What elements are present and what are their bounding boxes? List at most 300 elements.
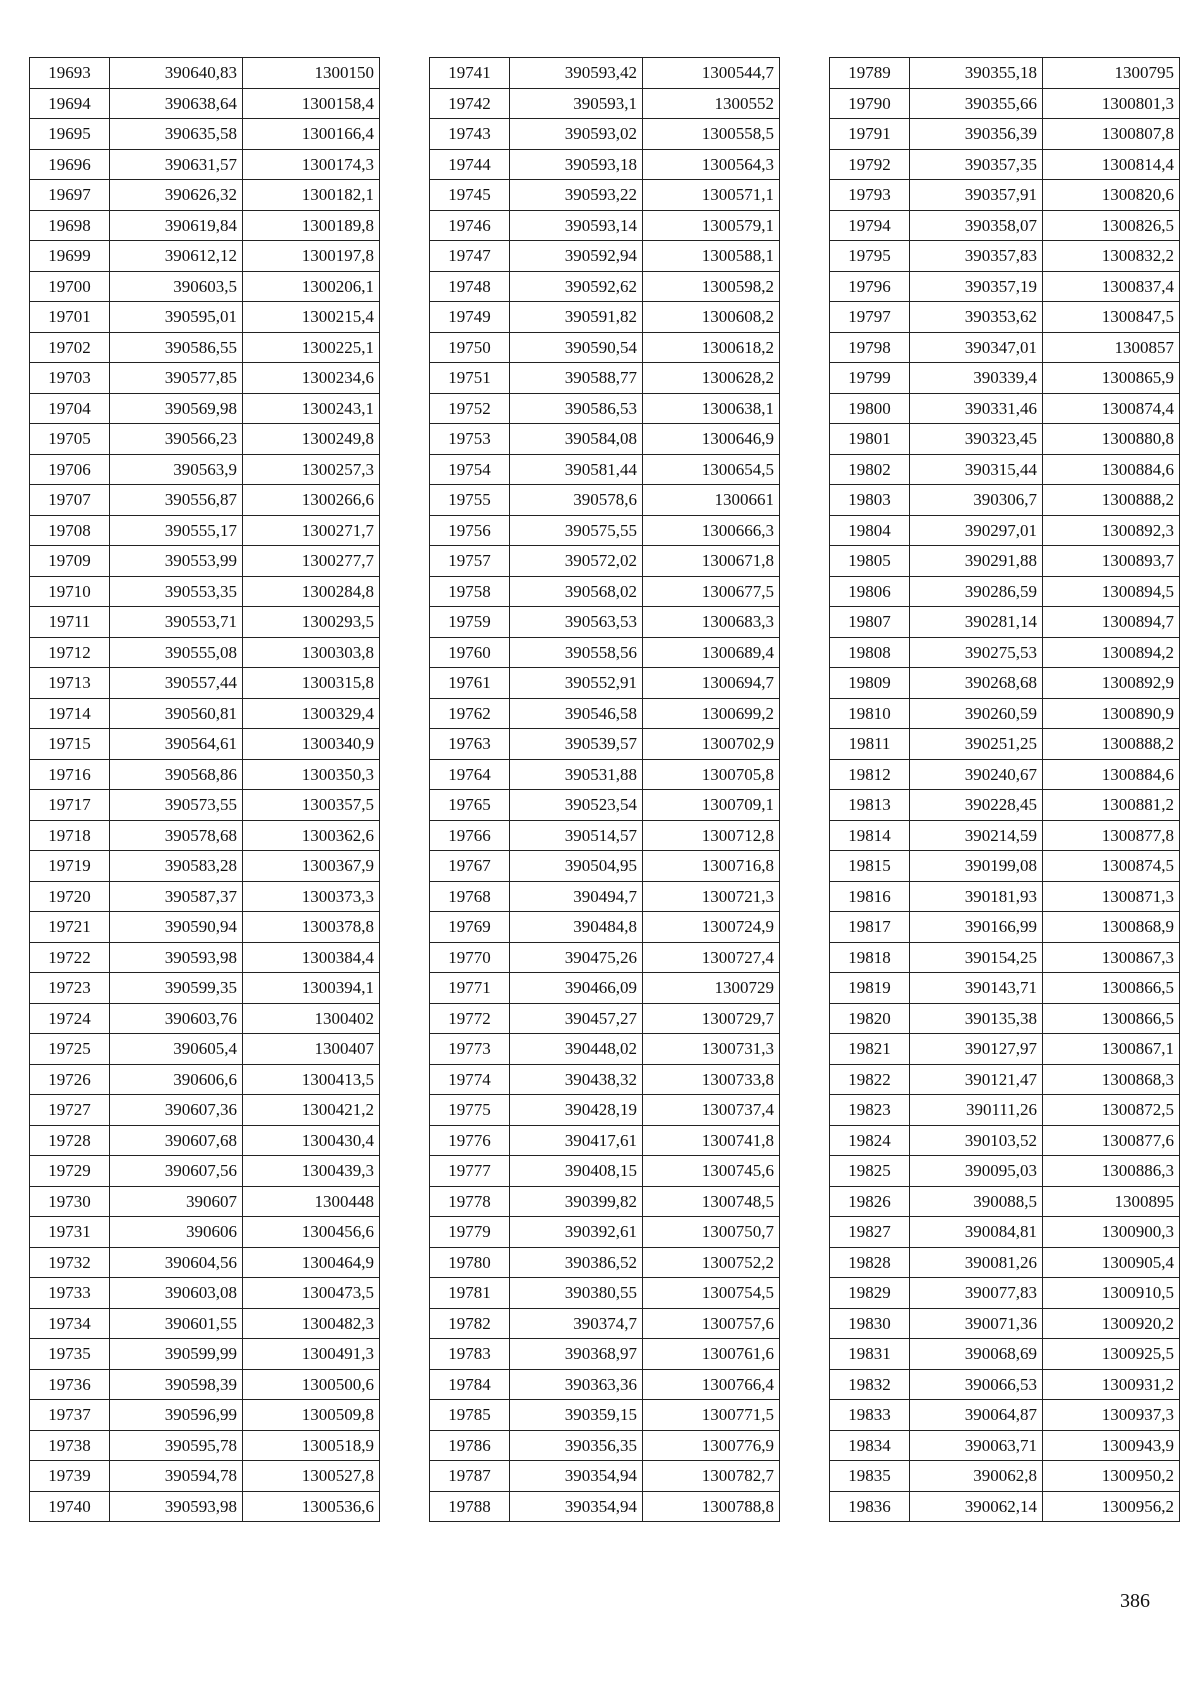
y-coordinate-cell: 1300705,8 (643, 759, 780, 790)
y-coordinate-cell: 1300847,5 (1043, 302, 1180, 333)
point-id-cell: 19782 (430, 1308, 510, 1339)
x-coordinate-cell: 390599,35 (110, 973, 243, 1004)
point-id-cell: 19696 (30, 149, 110, 180)
y-coordinate-cell: 1300895 (1043, 1186, 1180, 1217)
table-row (430, 1430, 780, 1461)
point-id-cell: 19824 (830, 1125, 910, 1156)
table-row (830, 912, 1180, 943)
table-row (30, 180, 380, 211)
y-coordinate-cell: 1300910,5 (1043, 1278, 1180, 1309)
x-coordinate-cell: 390077,83 (910, 1278, 1043, 1309)
x-coordinate-cell: 390635,58 (110, 119, 243, 150)
point-id-cell: 19695 (30, 119, 110, 150)
y-coordinate-cell: 1300905,4 (1043, 1247, 1180, 1278)
x-coordinate-cell: 390599,99 (110, 1339, 243, 1370)
x-coordinate-cell: 390356,39 (910, 119, 1043, 150)
x-coordinate-cell: 390347,01 (910, 332, 1043, 363)
point-id-cell: 19806 (830, 576, 910, 607)
point-id-cell: 19788 (430, 1491, 510, 1522)
y-coordinate-cell: 1300694,7 (643, 668, 780, 699)
y-coordinate-cell: 1300884,6 (1043, 759, 1180, 790)
x-coordinate-cell: 390363,36 (510, 1369, 643, 1400)
table-row (830, 515, 1180, 546)
x-coordinate-cell: 390063,71 (910, 1430, 1043, 1461)
x-coordinate-cell: 390306,7 (910, 485, 1043, 516)
point-id-cell: 19784 (430, 1369, 510, 1400)
y-coordinate-cell: 1300741,8 (643, 1125, 780, 1156)
table-row (430, 576, 780, 607)
y-coordinate-cell: 1300886,3 (1043, 1156, 1180, 1187)
y-coordinate-cell: 1300826,5 (1043, 210, 1180, 241)
x-coordinate-cell: 390514,57 (510, 820, 643, 851)
point-id-cell: 19743 (430, 119, 510, 150)
x-coordinate-cell: 390557,44 (110, 668, 243, 699)
table-row (430, 729, 780, 760)
y-coordinate-cell: 1300413,5 (243, 1064, 380, 1095)
y-coordinate-cell: 1300225,1 (243, 332, 380, 363)
table-row (830, 363, 1180, 394)
y-coordinate-cell: 1300150 (243, 58, 380, 89)
table-row (430, 1064, 780, 1095)
y-coordinate-cell: 1300748,5 (643, 1186, 780, 1217)
x-coordinate-cell: 390088,5 (910, 1186, 1043, 1217)
point-id-cell: 19770 (430, 942, 510, 973)
x-coordinate-cell: 390546,58 (510, 698, 643, 729)
table-row (30, 119, 380, 150)
point-id-cell: 19706 (30, 454, 110, 485)
point-id-cell: 19831 (830, 1339, 910, 1370)
point-id-cell: 19791 (830, 119, 910, 150)
point-id-cell: 19740 (30, 1491, 110, 1522)
table-row (30, 424, 380, 455)
point-id-cell: 19817 (830, 912, 910, 943)
table-row (430, 698, 780, 729)
y-coordinate-cell: 1300182,1 (243, 180, 380, 211)
table-row (430, 1003, 780, 1034)
table-row (30, 637, 380, 668)
x-coordinate-cell: 390135,38 (910, 1003, 1043, 1034)
table-row (430, 363, 780, 394)
table-row (430, 1369, 780, 1400)
x-coordinate-cell: 390593,18 (510, 149, 643, 180)
point-id-cell: 19734 (30, 1308, 110, 1339)
y-coordinate-cell: 1300491,3 (243, 1339, 380, 1370)
x-coordinate-cell: 390590,54 (510, 332, 643, 363)
table-row (430, 912, 780, 943)
x-coordinate-cell: 390368,97 (510, 1339, 643, 1370)
point-id-cell: 19785 (430, 1400, 510, 1431)
x-coordinate-cell: 390593,22 (510, 180, 643, 211)
coordinate-table-right (829, 57, 1180, 1522)
table-row (30, 393, 380, 424)
table-row (830, 1491, 1180, 1522)
x-coordinate-cell: 390566,23 (110, 424, 243, 455)
y-coordinate-cell: 1300362,6 (243, 820, 380, 851)
y-coordinate-cell: 1300712,8 (643, 820, 780, 851)
point-id-cell: 19702 (30, 332, 110, 363)
point-id-cell: 19733 (30, 1278, 110, 1309)
point-id-cell: 19769 (430, 912, 510, 943)
y-coordinate-cell: 1300518,9 (243, 1430, 380, 1461)
table-row (30, 515, 380, 546)
point-id-cell: 19836 (830, 1491, 910, 1522)
y-coordinate-cell: 1300866,5 (1043, 973, 1180, 1004)
y-coordinate-cell: 1300820,6 (1043, 180, 1180, 211)
point-id-cell: 19778 (430, 1186, 510, 1217)
table-row (830, 851, 1180, 882)
x-coordinate-cell: 390619,84 (110, 210, 243, 241)
point-id-cell: 19808 (830, 637, 910, 668)
point-id-cell: 19711 (30, 607, 110, 638)
x-coordinate-cell: 390359,15 (510, 1400, 643, 1431)
y-coordinate-cell: 1300315,8 (243, 668, 380, 699)
x-coordinate-cell: 390594,78 (110, 1461, 243, 1492)
y-coordinate-cell: 1300166,4 (243, 119, 380, 150)
point-id-cell: 19739 (30, 1461, 110, 1492)
x-coordinate-cell: 390593,14 (510, 210, 643, 241)
y-coordinate-cell: 1300745,6 (643, 1156, 780, 1187)
point-id-cell: 19820 (830, 1003, 910, 1034)
table-row (430, 1278, 780, 1309)
x-coordinate-cell: 390593,02 (510, 119, 643, 150)
y-coordinate-cell: 1300350,3 (243, 759, 380, 790)
table-row (430, 820, 780, 851)
table-row (830, 210, 1180, 241)
point-id-cell: 19761 (430, 668, 510, 699)
table-row (30, 881, 380, 912)
y-coordinate-cell: 1300807,8 (1043, 119, 1180, 150)
table-row (30, 790, 380, 821)
coordinate-table-middle (429, 57, 780, 1522)
x-coordinate-cell: 390121,47 (910, 1064, 1043, 1095)
y-coordinate-cell: 1300544,7 (643, 58, 780, 89)
point-id-cell: 19694 (30, 88, 110, 119)
point-id-cell: 19765 (430, 790, 510, 821)
y-coordinate-cell: 1300752,2 (643, 1247, 780, 1278)
x-coordinate-cell: 390586,53 (510, 393, 643, 424)
point-id-cell: 19828 (830, 1247, 910, 1278)
x-coordinate-cell: 390504,95 (510, 851, 643, 882)
table-row (830, 1003, 1180, 1034)
table-row (30, 302, 380, 333)
y-coordinate-cell: 1300638,1 (643, 393, 780, 424)
x-coordinate-cell: 390631,57 (110, 149, 243, 180)
x-coordinate-cell: 390581,44 (510, 454, 643, 485)
point-id-cell: 19819 (830, 973, 910, 1004)
y-coordinate-cell: 1300654,5 (643, 454, 780, 485)
y-coordinate-cell: 1300865,9 (1043, 363, 1180, 394)
point-id-cell: 19730 (30, 1186, 110, 1217)
table-row (830, 88, 1180, 119)
point-id-cell: 19712 (30, 637, 110, 668)
y-coordinate-cell: 1300430,4 (243, 1125, 380, 1156)
point-id-cell: 19832 (830, 1369, 910, 1400)
point-id-cell: 19718 (30, 820, 110, 851)
y-coordinate-cell: 1300340,9 (243, 729, 380, 760)
point-id-cell: 19701 (30, 302, 110, 333)
table-row (430, 668, 780, 699)
x-coordinate-cell: 390606 (110, 1217, 243, 1248)
point-id-cell: 19732 (30, 1247, 110, 1278)
table-row (30, 759, 380, 790)
table-row (430, 180, 780, 211)
table-row (830, 729, 1180, 760)
y-coordinate-cell: 1300716,8 (643, 851, 780, 882)
y-coordinate-cell: 1300874,4 (1043, 393, 1180, 424)
table-row (830, 820, 1180, 851)
point-id-cell: 19776 (430, 1125, 510, 1156)
table-row (830, 942, 1180, 973)
x-coordinate-cell: 390603,5 (110, 271, 243, 302)
point-id-cell: 19721 (30, 912, 110, 943)
table-row (830, 1217, 1180, 1248)
table-row (430, 1125, 780, 1156)
y-coordinate-cell: 1300500,6 (243, 1369, 380, 1400)
x-coordinate-cell: 390607 (110, 1186, 243, 1217)
x-coordinate-cell: 390588,77 (510, 363, 643, 394)
x-coordinate-cell: 390181,93 (910, 881, 1043, 912)
point-id-cell: 19755 (430, 485, 510, 516)
y-coordinate-cell: 1300727,4 (643, 942, 780, 973)
x-coordinate-cell: 390062,8 (910, 1461, 1043, 1492)
x-coordinate-cell: 390228,45 (910, 790, 1043, 821)
x-coordinate-cell: 390331,46 (910, 393, 1043, 424)
point-id-cell: 19735 (30, 1339, 110, 1370)
x-coordinate-cell: 390578,68 (110, 820, 243, 851)
x-coordinate-cell: 390587,37 (110, 881, 243, 912)
point-id-cell: 19773 (430, 1034, 510, 1065)
point-id-cell: 19719 (30, 851, 110, 882)
x-coordinate-cell: 390564,61 (110, 729, 243, 760)
point-id-cell: 19763 (430, 729, 510, 760)
point-id-cell: 19727 (30, 1095, 110, 1126)
y-coordinate-cell: 1300579,1 (643, 210, 780, 241)
point-id-cell: 19830 (830, 1308, 910, 1339)
table-row (830, 546, 1180, 577)
point-id-cell: 19833 (830, 1400, 910, 1431)
y-coordinate-cell: 1300608,2 (643, 302, 780, 333)
point-id-cell: 19835 (830, 1461, 910, 1492)
y-coordinate-cell: 1300558,5 (643, 119, 780, 150)
point-id-cell: 19799 (830, 363, 910, 394)
y-coordinate-cell: 1300384,4 (243, 942, 380, 973)
table-row (430, 1308, 780, 1339)
y-coordinate-cell: 1300877,6 (1043, 1125, 1180, 1156)
x-coordinate-cell: 390339,4 (910, 363, 1043, 394)
point-id-cell: 19741 (430, 58, 510, 89)
coordinate-table-body (30, 58, 380, 1522)
point-id-cell: 19766 (430, 820, 510, 851)
x-coordinate-cell: 390143,71 (910, 973, 1043, 1004)
point-id-cell: 19757 (430, 546, 510, 577)
point-id-cell: 19750 (430, 332, 510, 363)
table-row (30, 1308, 380, 1339)
x-coordinate-cell: 390560,81 (110, 698, 243, 729)
y-coordinate-cell: 1300303,8 (243, 637, 380, 668)
point-id-cell: 19745 (430, 180, 510, 211)
point-id-cell: 19760 (430, 637, 510, 668)
table-row (430, 210, 780, 241)
point-id-cell: 19748 (430, 271, 510, 302)
table-row (430, 1491, 780, 1522)
x-coordinate-cell: 390417,61 (510, 1125, 643, 1156)
table-row (830, 668, 1180, 699)
y-coordinate-cell: 1300890,9 (1043, 698, 1180, 729)
point-id-cell: 19762 (430, 698, 510, 729)
table-row (830, 1095, 1180, 1126)
y-coordinate-cell: 1300509,8 (243, 1400, 380, 1431)
table-row (830, 1278, 1180, 1309)
y-coordinate-cell: 1300737,4 (643, 1095, 780, 1126)
point-id-cell: 19724 (30, 1003, 110, 1034)
point-id-cell: 19811 (830, 729, 910, 760)
table-row (430, 515, 780, 546)
x-coordinate-cell: 390386,52 (510, 1247, 643, 1278)
table-row (430, 973, 780, 1004)
x-coordinate-cell: 390555,17 (110, 515, 243, 546)
point-id-cell: 19709 (30, 546, 110, 577)
y-coordinate-cell: 1300456,6 (243, 1217, 380, 1248)
y-coordinate-cell: 1300721,3 (643, 881, 780, 912)
y-coordinate-cell: 1300367,9 (243, 851, 380, 882)
point-id-cell: 19753 (430, 424, 510, 455)
table-row (430, 424, 780, 455)
point-id-cell: 19821 (830, 1034, 910, 1065)
point-id-cell: 19771 (430, 973, 510, 1004)
table-row (830, 180, 1180, 211)
x-coordinate-cell: 390494,7 (510, 881, 643, 912)
x-coordinate-cell: 390606,6 (110, 1064, 243, 1095)
x-coordinate-cell: 390595,78 (110, 1430, 243, 1461)
y-coordinate-cell: 1300284,8 (243, 576, 380, 607)
y-coordinate-cell: 1300757,6 (643, 1308, 780, 1339)
x-coordinate-cell: 390354,94 (510, 1491, 643, 1522)
point-id-cell: 19772 (430, 1003, 510, 1034)
x-coordinate-cell: 390260,59 (910, 698, 1043, 729)
point-id-cell: 19723 (30, 973, 110, 1004)
x-coordinate-cell: 390357,83 (910, 241, 1043, 272)
table-row (430, 942, 780, 973)
point-id-cell: 19713 (30, 668, 110, 699)
point-id-cell: 19736 (30, 1369, 110, 1400)
y-coordinate-cell: 1300871,3 (1043, 881, 1180, 912)
x-coordinate-cell: 390563,9 (110, 454, 243, 485)
table-row (30, 942, 380, 973)
point-id-cell: 19744 (430, 149, 510, 180)
point-id-cell: 19728 (30, 1125, 110, 1156)
table-row (430, 485, 780, 516)
table-row (830, 1369, 1180, 1400)
x-coordinate-cell: 390595,01 (110, 302, 243, 333)
x-coordinate-cell: 390605,4 (110, 1034, 243, 1065)
point-id-cell: 19758 (430, 576, 510, 607)
y-coordinate-cell: 1300925,5 (1043, 1339, 1180, 1370)
y-coordinate-cell: 1300243,1 (243, 393, 380, 424)
table-row (830, 485, 1180, 516)
y-coordinate-cell: 1300464,9 (243, 1247, 380, 1278)
x-coordinate-cell: 390240,67 (910, 759, 1043, 790)
y-coordinate-cell: 1300874,5 (1043, 851, 1180, 882)
point-id-cell: 19781 (430, 1278, 510, 1309)
y-coordinate-cell: 1300877,8 (1043, 820, 1180, 851)
y-coordinate-cell: 1300729,7 (643, 1003, 780, 1034)
x-coordinate-cell: 390612,12 (110, 241, 243, 272)
point-id-cell: 19822 (830, 1064, 910, 1095)
y-coordinate-cell: 1300782,7 (643, 1461, 780, 1492)
table-row (430, 58, 780, 89)
x-coordinate-cell: 390354,94 (510, 1461, 643, 1492)
y-coordinate-cell: 1300894,5 (1043, 576, 1180, 607)
point-id-cell: 19816 (830, 881, 910, 912)
table-row (30, 851, 380, 882)
x-coordinate-cell: 390539,57 (510, 729, 643, 760)
x-coordinate-cell: 390355,66 (910, 88, 1043, 119)
table-row (830, 607, 1180, 638)
table-row (830, 1186, 1180, 1217)
table-row (30, 1217, 380, 1248)
table-row (830, 241, 1180, 272)
y-coordinate-cell: 1300249,8 (243, 424, 380, 455)
y-coordinate-cell: 1300671,8 (643, 546, 780, 577)
y-coordinate-cell: 1300880,8 (1043, 424, 1180, 455)
table-row (830, 1308, 1180, 1339)
y-coordinate-cell: 1300378,8 (243, 912, 380, 943)
x-coordinate-cell: 390428,19 (510, 1095, 643, 1126)
table-row (30, 88, 380, 119)
y-coordinate-cell: 1300661 (643, 485, 780, 516)
table-row (430, 637, 780, 668)
x-coordinate-cell: 390275,53 (910, 637, 1043, 668)
x-coordinate-cell: 390523,54 (510, 790, 643, 821)
x-coordinate-cell: 390578,6 (510, 485, 643, 516)
y-coordinate-cell: 1300571,1 (643, 180, 780, 211)
y-coordinate-cell: 1300277,7 (243, 546, 380, 577)
table-row (30, 576, 380, 607)
x-coordinate-cell: 390593,1 (510, 88, 643, 119)
table-row (30, 1491, 380, 1522)
point-id-cell: 19803 (830, 485, 910, 516)
y-coordinate-cell: 1300448 (243, 1186, 380, 1217)
x-coordinate-cell: 390553,99 (110, 546, 243, 577)
x-coordinate-cell: 390598,39 (110, 1369, 243, 1400)
x-coordinate-cell: 390593,98 (110, 942, 243, 973)
y-coordinate-cell: 1300683,3 (643, 607, 780, 638)
point-id-cell: 19742 (430, 88, 510, 119)
point-id-cell: 19767 (430, 851, 510, 882)
point-id-cell: 19729 (30, 1156, 110, 1187)
y-coordinate-cell: 1300197,8 (243, 241, 380, 272)
table-row (830, 454, 1180, 485)
x-coordinate-cell: 390558,56 (510, 637, 643, 668)
y-coordinate-cell: 1300867,3 (1043, 942, 1180, 973)
table-row (30, 1461, 380, 1492)
table-row (830, 58, 1180, 89)
point-id-cell: 19802 (830, 454, 910, 485)
point-id-cell: 19731 (30, 1217, 110, 1248)
table-row (30, 58, 380, 89)
y-coordinate-cell: 1300724,9 (643, 912, 780, 943)
point-id-cell: 19759 (430, 607, 510, 638)
y-coordinate-cell: 1300893,7 (1043, 546, 1180, 577)
x-coordinate-cell: 390281,14 (910, 607, 1043, 638)
x-coordinate-cell: 390357,91 (910, 180, 1043, 211)
x-coordinate-cell: 390552,91 (510, 668, 643, 699)
table-row (830, 637, 1180, 668)
y-coordinate-cell: 1300174,3 (243, 149, 380, 180)
x-coordinate-cell: 390466,09 (510, 973, 643, 1004)
y-coordinate-cell: 1300795 (1043, 58, 1180, 89)
table-row (830, 1461, 1180, 1492)
